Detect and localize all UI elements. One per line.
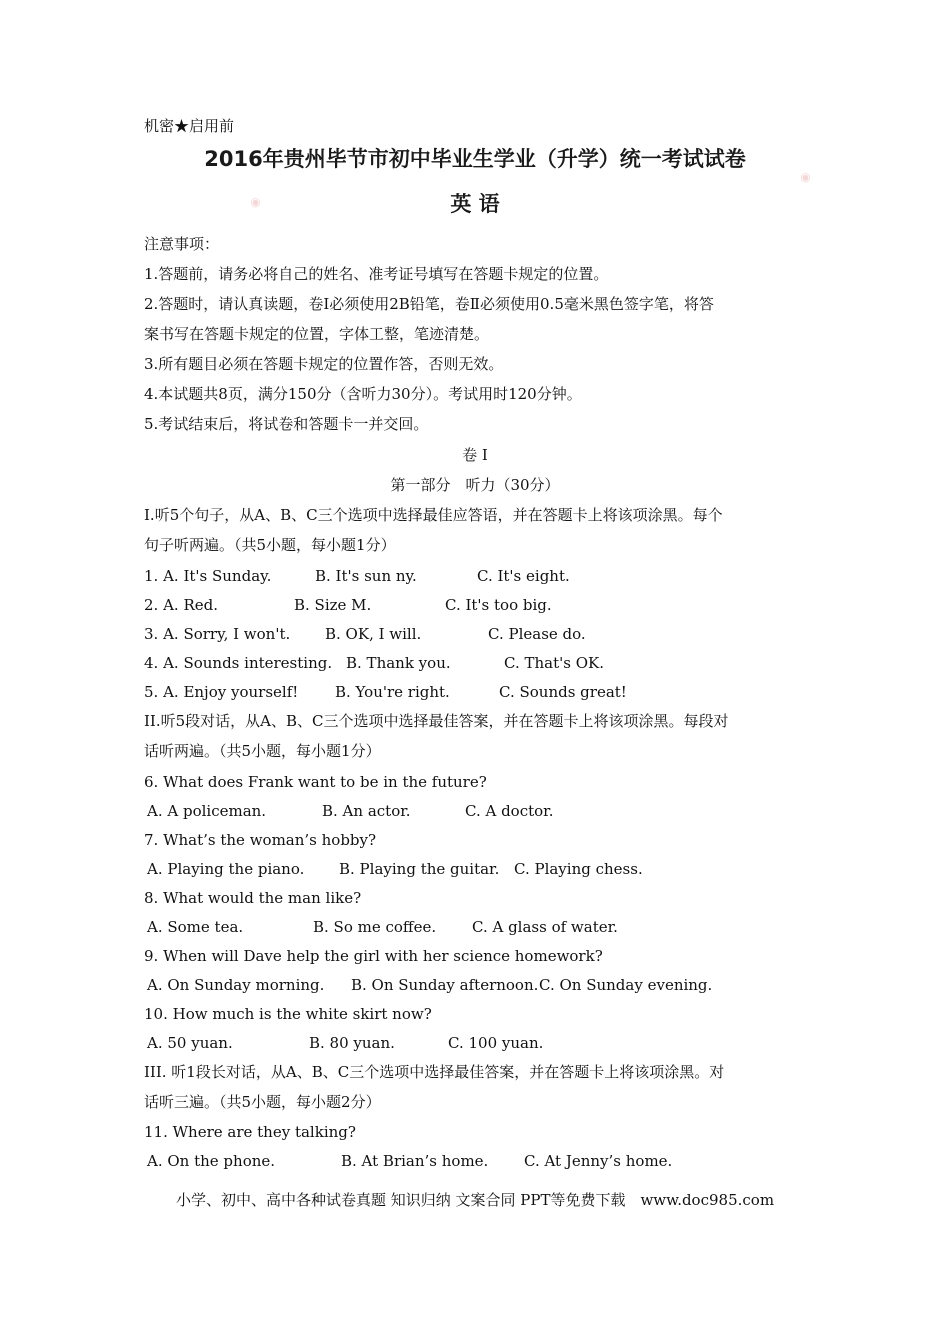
option-b: B. It's sun ny.: [315, 567, 417, 585]
question-stem: 10. How much is the white skirt now?: [144, 1005, 432, 1023]
confidential-label: 机密★启用前: [144, 117, 235, 135]
option-c: C. That's OK.: [504, 654, 604, 672]
option-b: B. Size M.: [294, 596, 372, 614]
option-c: C. 100 yuan.: [448, 1034, 544, 1052]
option-b: B. You're right.: [335, 683, 450, 701]
notice-item: 5.考试结束后，将试卷和答题卡一并交回。: [144, 415, 429, 433]
option-a: 3. A. Sorry, I won't.: [144, 625, 291, 643]
notice-item: 案书写在答题卡规定的位置，字体工整，笔迹清楚。: [144, 325, 490, 343]
option-b: B. Playing the guitar.: [339, 860, 500, 878]
option-b: B. 80 yuan.: [309, 1034, 395, 1052]
question-stem: 6. What does Frank want to be in the future?: [144, 773, 487, 791]
question-stem: 8. What would the man like?: [144, 889, 362, 907]
notice-heading: 注意事项：: [144, 235, 220, 253]
option-b: B. Thank you.: [346, 654, 451, 672]
notice-item: 4.本试题共8页，满分150分（含听力30分）。考试用时120分钟。: [144, 385, 582, 403]
option-a: A. Playing the piano.: [147, 860, 305, 878]
section-instruction: 句子听两遍。（共5小题，每小题1分）: [144, 536, 396, 554]
question-stem: 7. What’s the woman’s hobby?: [144, 831, 377, 849]
watermark-mark: ◉: [797, 168, 813, 186]
notice-item: 1.答题前，请务必将自己的姓名、准考证号填写在答题卡规定的位置。: [144, 265, 609, 283]
option-b: B. So me coffee.: [313, 918, 437, 936]
option-b: B. At Brian’s home.: [341, 1152, 489, 1170]
notice-item: 2.答题时，请认真读题，卷Ⅰ必须使用2B铅笔，卷Ⅱ必须使用0.5毫米黑色签字笔，将答: [144, 295, 714, 313]
section-instruction: III. 听1段长对话，从A、B、C三个选项中选择最佳答案，并在答题卡上将该项涂黑。对: [144, 1063, 725, 1081]
watermark-mark: ◉: [247, 193, 263, 211]
exam-title: 2016年贵州毕节市初中毕业生学业（升学）统一考试试卷: [204, 147, 746, 171]
section-instruction: II.听5段对话，从A、B、C三个选项中选择最佳答案，并在答题卡上将该项涂黑。每段对: [144, 712, 729, 730]
option-a: 5. A. Enjoy yourself!: [144, 683, 299, 701]
option-c: C. Please do.: [488, 625, 586, 643]
option-c: C. Sounds great!: [499, 683, 627, 701]
question-stem: 9. When will Dave help the girl with her science homework?: [144, 947, 603, 965]
page-footer: 小学、初中、高中各种试卷真题 知识归纳 文案合同 PPT等免费下载 www.doc985.com: [175, 1191, 775, 1209]
option-a: A. On Sunday morning.: [147, 976, 325, 994]
option-c: C. It's eight.: [477, 567, 570, 585]
option-c: C. A doctor.: [465, 802, 554, 820]
section-instruction: 话听两遍。（共5小题，每小题1分）: [144, 742, 381, 760]
notice-item: 3.所有题目必须在答题卡规定的位置作答，否则无效。: [144, 355, 504, 373]
option-a: 4. A. Sounds interesting.: [144, 654, 333, 672]
option-a: A. 50 yuan.: [147, 1034, 233, 1052]
part-heading: 第一部分 听力（30分）: [390, 476, 560, 494]
option-a: A. On the phone.: [147, 1152, 276, 1170]
question-stem: 11. Where are they talking?: [144, 1123, 356, 1141]
section-instruction: 话听三遍。（共5小题，每小题2分）: [144, 1093, 381, 1111]
option-b: B. OK, I will.: [325, 625, 422, 643]
volume-heading: 卷 Ⅰ: [462, 446, 488, 464]
option-c: C. On Sunday evening.: [539, 976, 713, 994]
option-c: C. A glass of water.: [472, 918, 618, 936]
option-c: C. At Jenny’s home.: [524, 1152, 673, 1170]
subject-title: 英 语: [450, 192, 500, 216]
option-c: C. Playing chess.: [514, 860, 643, 878]
option-a: 1. A. It's Sunday.: [144, 567, 272, 585]
section-instruction: I.听5个句子，从A、B、C三个选项中选择最佳应答语，并在答题卡上将该项涂黑。每个: [144, 506, 723, 524]
option-a: A. Some tea.: [147, 918, 244, 936]
option-a: 2. A. Red.: [144, 596, 218, 614]
option-c: C. It's too big.: [445, 596, 552, 614]
option-a: A. A policeman.: [147, 802, 267, 820]
option-b: B. On Sunday afternoon.: [351, 976, 539, 994]
option-b: B. An actor.: [322, 802, 411, 820]
